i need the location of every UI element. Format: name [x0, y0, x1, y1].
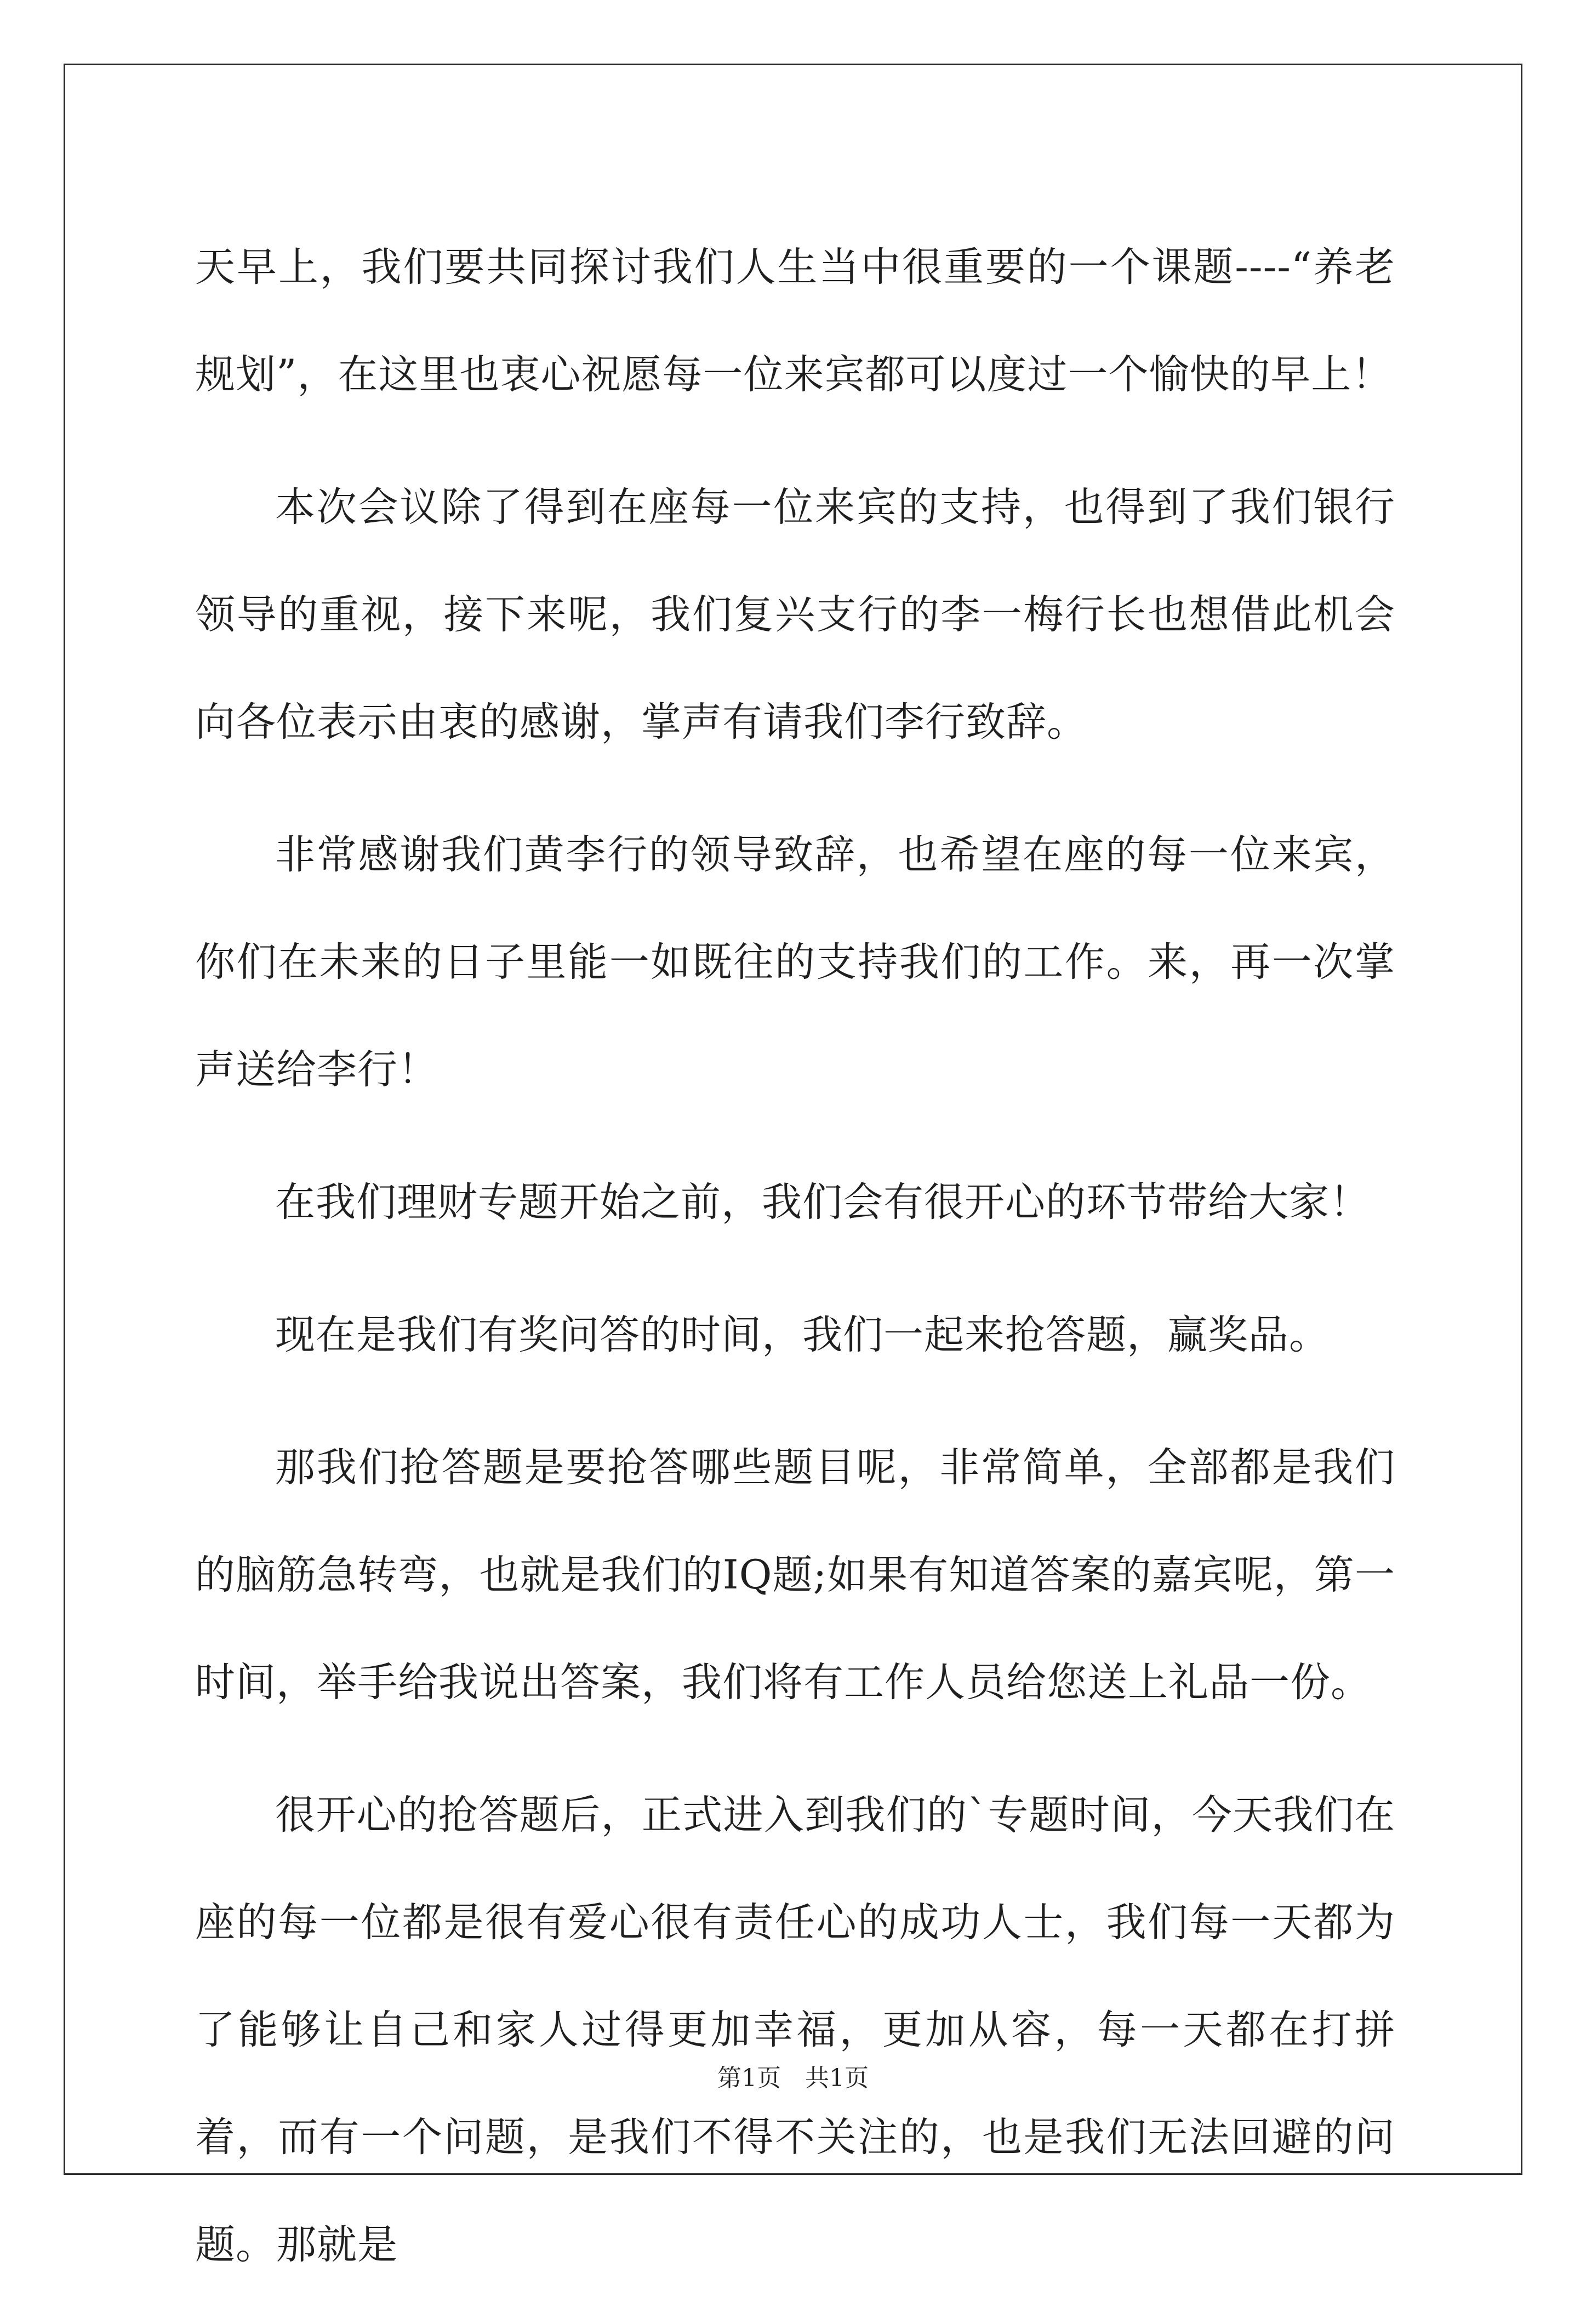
document-body — [195, 214, 1395, 2324]
paragraph: 本次会议除了得到在座每一位来宾的支持，也得到了我们银行领导的重视，接下来呢，我们复兴支行的李一梅行长也想借此机会向各位表示由衷的感谢，掌声有请我们李行致辞。 — [195, 484, 1395, 745]
paragraph: 那我们抢答题是要抢答哪些题目呢，非常简单，全部都是我们的脑筋急转弯，也就是我们的IQ题;如果有知道答案的嘉宾呢，第一时间，举手给我说出答案，我们将有工作人员给您送上礼品一份。 — [195, 1444, 1395, 1706]
paragraph: 现在是我们有奖问答的时间，我们一起来抢答题，赢奖品。 — [275, 1312, 1330, 1358]
paragraph: 很开心的抢答题后，正式进入到我们的`专题时间，今天我们在座的每一位都是很有爱心很有责任心的成功人士，我们每一天都为了能够让自己和家人过得更加幸福，更加从容，每一天都在打拼着，而有一个问题，是我们不得不关注的，也是我们无法回避的问题。那就是 — [195, 1792, 1395, 2268]
paragraph: 天早上，我们要共同探讨我们人生当中很重要的一个课题----“养老规划”，在这里也衷心祝愿每一位来宾都可以度过一个愉快的早上！ — [195, 244, 1395, 398]
page-number-footer: 第1页 共1页 — [717, 2064, 869, 2092]
paragraph: 在我们理财专题开始之前，我们会有很开心的环节带给大家！ — [275, 1179, 1370, 1226]
paragraph: 非常感谢我们黄李行的领导致辞，也希望在座的每一位来宾，你们在未来的日子里能一如既往的支持我们的工作。来，再一次掌声送给李行！ — [195, 831, 1395, 1093]
